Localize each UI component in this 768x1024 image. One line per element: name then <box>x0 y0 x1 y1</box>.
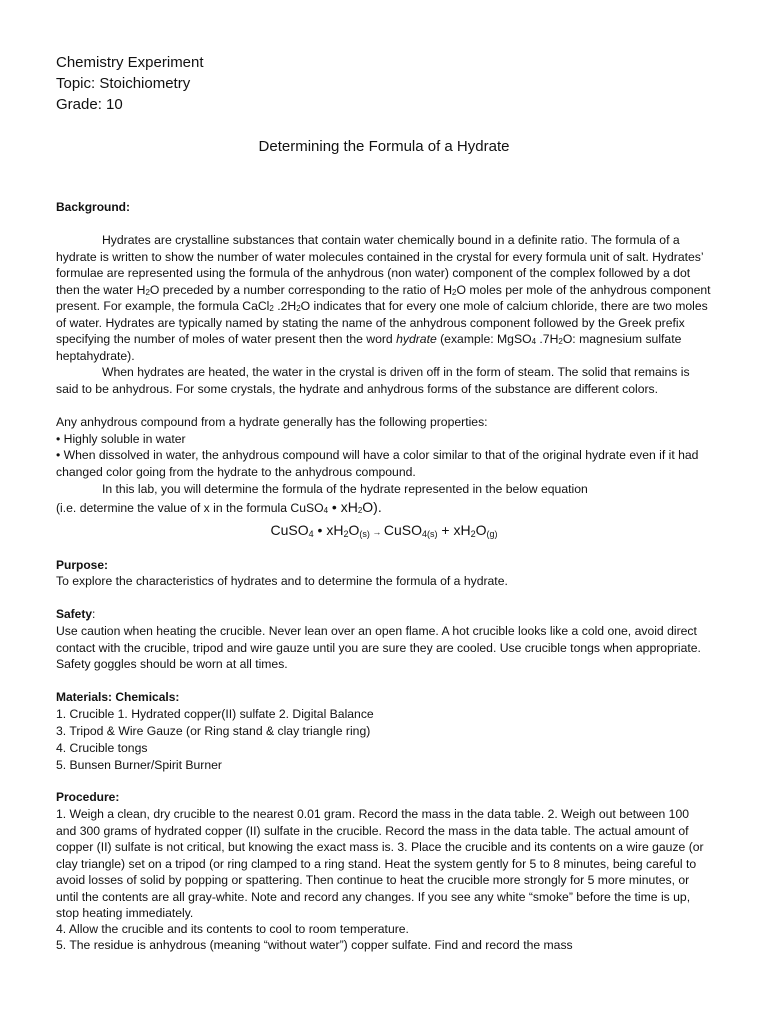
background-paragraph-5: (i.e. determine the value of x in the formula CuSO4 • xH2O). <box>56 499 382 515</box>
procedure-step-1-3: 1. Weigh a clean, dry crucible to the nearest 0.01 gram. Record the mass in the data table. 2. Weigh out between 100 and 300 grams of hydrated copper (II) sulfate in the crucible. Record the mass in the data table. The actual amount of copper (II) sulfate is not critical, but knowing the exact mass is. 3. Place the crucible and its contents on a wire gauze (or clay triangle) set on a tripod (or ring clamped to a ring stand. Heat the system gently for 5 to 8 minutes, being careful to avoid losses of solid by popping or spattering. Then continue to heat the crucible more strongly for 5 more minutes, or until the contents are all gray-white. Note and record any changes. If you see any white “smoke” before the time is up, stop heating immediately. <box>56 807 704 920</box>
materials-heading: Materials: Chemicals: <box>56 690 180 704</box>
procedure-heading: Procedure: <box>56 790 120 804</box>
background-paragraph-2: When hydrates are heated, the water in the crystal is driven off in the form of steam. The solid that remains is said to be anhydrous. For some crystals, the hydrate and anhydrous forms of the substance are different colors. <box>56 365 690 396</box>
purpose-text: To explore the characteristics of hydrates and to determine the formula of a hydrate. <box>56 574 508 588</box>
property-bullet-2: • When dissolved in water, the anhydrous compound will have a color similar to that of the original hydrate even if it had changed color going from the hydrate to the anhydrous compound. <box>56 448 699 479</box>
materials-item: 4. Crucible tongs <box>56 741 148 755</box>
header-course: Chemistry Experiment <box>56 54 204 71</box>
header-grade: Grade: 10 <box>56 96 123 113</box>
safety-heading: Safety: <box>56 607 96 621</box>
property-bullet-1: • Highly soluble in water <box>56 432 186 446</box>
safety-text: Use caution when heating the crucible. Never lean over an open flame. A hot crucible looks like a cold one, avoid direct contact with the crucible, tripod and wire gauze until you are sure they are cooled. Use crucible tongs when appropriate. Safety goggles should be worn at all times. <box>56 624 701 671</box>
background-paragraph-4: In this lab, you will determine the formula of the hydrate represented in the below equation <box>102 482 588 496</box>
background-heading: Background: <box>56 200 131 214</box>
document-header <box>56 52 204 115</box>
procedure-step-4: 4. Allow the crucible and its contents to cool to room temperature. <box>56 922 409 936</box>
materials-item: 1. Crucible 1. Hydrated copper(II) sulfate 2. Digital Balance <box>56 707 374 721</box>
document-title: Determining the Formula of a Hydrate <box>258 138 510 155</box>
header-topic: Topic: Stoichiometry <box>56 75 191 92</box>
procedure-step-5: 5. The residue is anhydrous (meaning “without water”) copper sulfate. Find and record the mass <box>56 938 573 952</box>
reaction-equation: CuSO$_4$ • $xH_2O_{(s)}$ → CuSO$_{4(s)}$ + $xH_2O_{(g)}$ <box>270 522 498 539</box>
background-paragraph-3: Any anhydrous compound from a hydrate generally has the following properties: <box>56 415 488 429</box>
purpose-heading: Purpose: <box>56 558 109 572</box>
materials-item: 5. Bunsen Burner/Spirit Burner <box>56 758 222 772</box>
materials-item: 3. Tripod & Wire Gauze (or Ring stand & clay triangle ring) <box>56 724 371 738</box>
background-paragraph-1: Hydrates are crystalline substances that contain water chemically bound in a definite ratio. The formula of a hydrate is written to show the number of water molecules contained in the crystal for every formula unit of salt. Hydrates’ formulae are represented using the formula of the anhydrous (non water) component of the complex followed by a dot then the water H2O preceded by a number corresponding to the ratio of H2O moles per mole of the anhydrous component present. For example, the formula CaCl2 .2H2O indicates that for every one mole of calcium chloride, there are two moles of water. Hydrates are typically named by stating the name of the anhydrous component followed by the Greek prefix specifying the number of moles of water present then the word hydrate (example: MgSO4 .7H2O: magnesium sulfate heptahydrate). <box>56 233 711 363</box>
